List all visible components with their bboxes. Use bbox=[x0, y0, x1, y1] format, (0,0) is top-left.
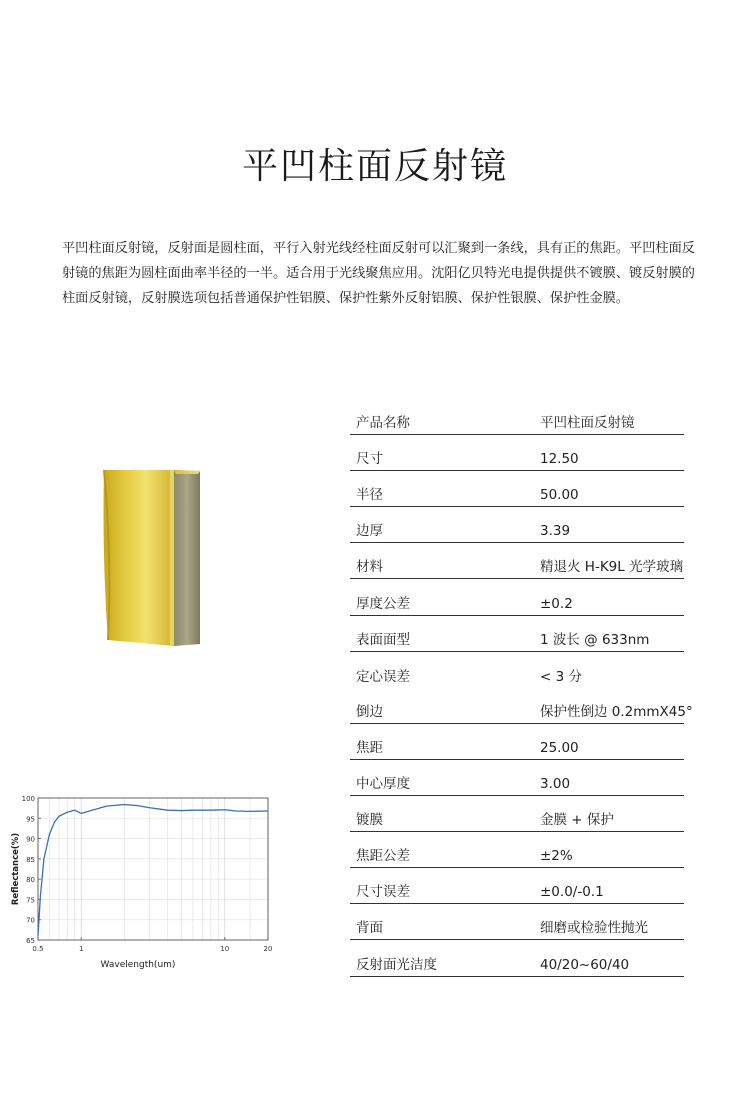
product-description: 平凹柱面反射镜，反射面是圆柱面，平行入射光线经柱面反射可以汇聚到一条线，具有正的焦距。平凹柱面反射镜的焦距为圆柱面曲率半径的一半。适合用于光线聚焦应用。沈阳亿贝特光电提供提供不镀膜、镀反射膜的柱面反射镜，反射膜选项包括普通保护性铝膜、保护性紫外反射铝膜、保护性银膜、保护性金膜。 bbox=[62, 241, 695, 306]
spec-value: 精退火 H-K9L 光学玻璃 bbox=[540, 559, 684, 576]
x-tick-label: 20 bbox=[263, 945, 273, 953]
spec-row bbox=[350, 507, 684, 543]
spec-row bbox=[350, 688, 693, 724]
spec-table bbox=[350, 399, 693, 977]
spec-label: 尺寸误差 bbox=[356, 884, 410, 901]
spec-label: 反射面光洁度 bbox=[356, 956, 437, 973]
spec-label: 焦距 bbox=[356, 739, 383, 756]
x-tick-label: 0.5 bbox=[32, 945, 44, 953]
spec-row bbox=[350, 435, 684, 471]
spec-label: 定心误差 bbox=[356, 668, 410, 685]
y-tick-label: 85 bbox=[26, 855, 35, 864]
spec-value: 细磨或检验性抛光 bbox=[540, 920, 648, 937]
spec-row bbox=[350, 579, 684, 615]
spec-value: 50.00 bbox=[540, 487, 579, 504]
spec-row bbox=[350, 724, 684, 760]
spec-label: 厚度公差 bbox=[356, 595, 410, 612]
spec-value: ±0.0/-0.1 bbox=[540, 884, 604, 901]
spec-row bbox=[350, 868, 684, 904]
spec-value: 25.00 bbox=[540, 739, 579, 756]
spec-label: 中心厚度 bbox=[356, 776, 410, 793]
spec-row bbox=[350, 399, 684, 435]
spec-value: < 3 分 bbox=[540, 668, 582, 685]
y-tick-label: 100 bbox=[21, 795, 35, 803]
spec-value: ±2% bbox=[540, 848, 573, 865]
plot-frame bbox=[38, 798, 268, 940]
spec-label: 背面 bbox=[356, 920, 383, 937]
spec-value: 金膜 + 保护 bbox=[540, 812, 614, 829]
spec-label: 材料 bbox=[356, 559, 383, 576]
reflectance-chart-svg bbox=[6, 790, 276, 970]
spec-row bbox=[350, 543, 684, 579]
spec-row bbox=[350, 760, 684, 796]
mirror-illustration bbox=[100, 468, 204, 648]
y-tick-label: 90 bbox=[26, 835, 35, 844]
mirror-product-image bbox=[100, 468, 204, 648]
y-tick-label: 70 bbox=[26, 916, 35, 925]
spec-label: 边厚 bbox=[356, 523, 383, 540]
spec-label: 焦距公差 bbox=[356, 848, 410, 865]
spec-row bbox=[350, 904, 684, 940]
spec-row bbox=[350, 796, 684, 832]
x-tick-label: 10 bbox=[220, 945, 230, 953]
spec-value: ±0.2 bbox=[540, 595, 573, 612]
reflectance-chart bbox=[6, 790, 276, 970]
spec-value: 3.39 bbox=[540, 523, 571, 540]
spec-value: 保护性倒边 0.2mmX45° bbox=[540, 703, 693, 720]
spec-row bbox=[350, 940, 684, 976]
spec-row bbox=[350, 652, 684, 688]
y-tick-label: 75 bbox=[26, 896, 35, 905]
spec-label: 倒边 bbox=[356, 703, 383, 720]
y-tick-label: 65 bbox=[26, 937, 35, 945]
spec-label: 表面面型 bbox=[356, 631, 410, 648]
spec-label: 尺寸 bbox=[356, 451, 383, 468]
spec-row bbox=[350, 832, 684, 868]
page-title: 平凹柱面反射镜 bbox=[241, 146, 508, 187]
spec-label: 半径 bbox=[356, 487, 383, 504]
reflectance-curve bbox=[38, 804, 268, 935]
y-tick-label: 80 bbox=[26, 876, 35, 885]
spec-label: 产品名称 bbox=[356, 415, 410, 432]
spec-value: 平凹柱面反射镜 bbox=[540, 415, 635, 432]
spec-value: 12.50 bbox=[540, 451, 579, 468]
x-axis-label: Wavelength(um) bbox=[100, 960, 176, 970]
x-tick-label: 1 bbox=[78, 945, 84, 953]
spec-value: 40/20~60/40 bbox=[540, 956, 630, 973]
spec-value: 1 波长 @ 633nm bbox=[540, 631, 650, 648]
y-axis-label: Reflectance(%) bbox=[11, 832, 21, 906]
spec-value: 3.00 bbox=[540, 776, 571, 793]
spec-row bbox=[350, 616, 684, 652]
y-tick-label: 95 bbox=[26, 815, 35, 824]
spec-label: 镀膜 bbox=[356, 812, 383, 829]
spec-row bbox=[350, 471, 684, 507]
